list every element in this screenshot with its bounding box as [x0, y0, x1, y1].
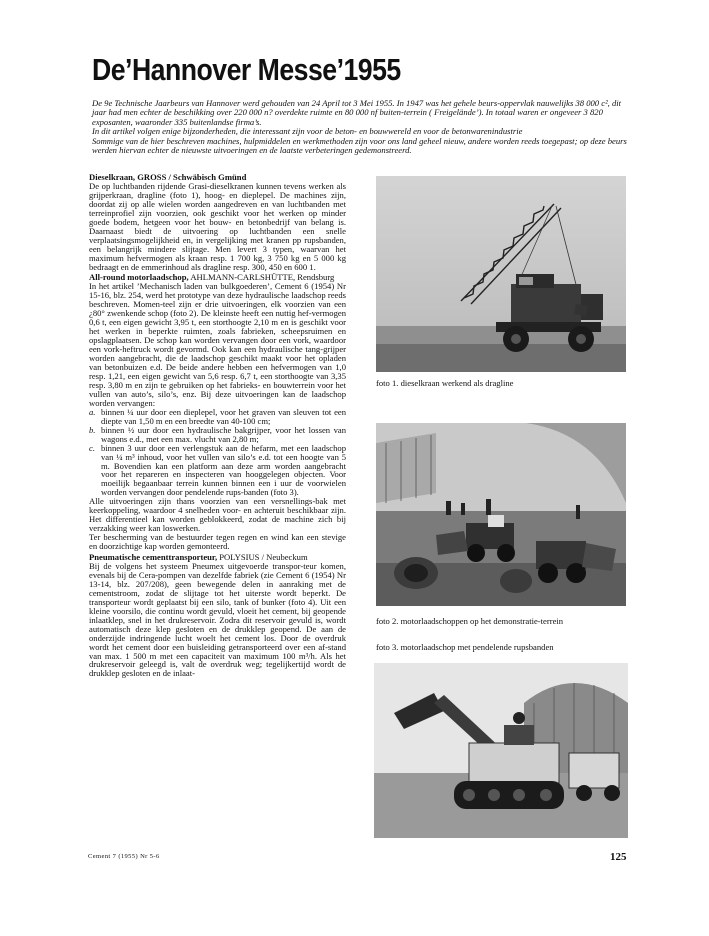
- intro-block: [92, 99, 628, 155]
- text-column: [89, 173, 346, 678]
- crane-illustration: [376, 176, 626, 372]
- paragraph-dieselkraan: De op luchtbanden rijdende Grasi-dieselkranen kunnen tevens werken als grijperkraan, dragline (foto 1), hoog- en dieplepel. De machines zijn, doordat zij op alle wielen worden aangedreven en van luchtbanden met terreinprofiel zijn voorzien, ook geschikt voor het werken op minder goede bodem, hetgeen voor het bouw- en betonbedrijf van belang is. Daarnaast biedt de uitvoering op luchtbanden een snelle verplaatsingsmogelijkheid en, in vergelijking met kranen pp rupsbanden, een belangrijk mindere slijtage. Men levert 3 typen, waarvan het maximum hefvermogen als kraan resp. 1 700 kg, 3 750 kg en 5 000 kg bedraagt en de emmerinhoud als dragline resp. 300, 450 en 600 1.: [89, 180, 346, 272]
- paragraph-motorlaadschop: In het artikel ’Mechanisch laden van bulkgoederen’, Cement 6 (1954) Nr 15-16, blz. 254, werd het prototype van deze hydraulische laadschop reeds beschreven. Momen-teel zijn er drie uitvoeringen, elk voorzien van een ¿80° zwenkende schop (foto 2). De kleinste heeft een nuttig hef-vermogen 0,6 t, een eigen gewicht 3,95 t, een storthoogte 2,10 m en is geschikt voor het werken in beperkte ruimten, zoals fabrieken, scheepsruimen en opslagplaatsen. De schop kan worden vervangen door een vork, waardoor een vork-heftruck wordt gevormd. Ook kan een hydraulische tang-grijper worden aangebracht, die de laadschop geschikt maakt voor het opladen van betonbuizen e.d. De beide andere hebben een hefvermogen van 1,0 resp. 1,21, een eigen gewicht van 5,6 resp. 6,7 t, een storthoogte van 3,35 resp. 3,80 m en zijn te gebruiken op het fabrieks- en bouwterrein voor het vullen van auto’s, silo’s, enz. Bij deze uitvoeringen kan de laadschop worden vervangen:: [89, 281, 346, 408]
- intro-paragraph: Sommige van de hier beschreven machines, hulpmiddelen en werkmethoden zijn voor ons land geheel nieuw, andere worden reeds toegepast; op deze beurs werden hiervan echter de nieuwste uitvoeringen en de laatste verbeteringen gedemonstreerd.: [92, 135, 627, 156]
- photo-dragline-crane: [376, 176, 626, 372]
- caption-foto1: foto 1. dieselkraan werkend als dragline: [376, 378, 514, 388]
- list-item: a. binnen ¼ uur door een dieplepel, voor het graven van sleuven tot een diepte van 1,50 m en een breedte van 40-100 cm;: [89, 406, 346, 426]
- photo-loaders-demonstration: [376, 423, 626, 606]
- intro-paragraph: De 9e Technische Jaarbeurs van Hannover werd gehouden van 24 April tot 3 Mei 1955. In 1947 was het gehele beurs-oppervlak nauwelijks 38 000 c², dit jaar had men echter de beschikking over 220 000 n? overdekte ruimte en 80 000 nf buiten-terrein ( Freigelände’). In totaal waren er ongeveer 3 820 exposanten, waaronder 335 buitenlandse firma’s.: [92, 98, 622, 127]
- section-heading-dieselkraan: Dieselkraan, GROSS / Schwäbisch Gmünd: [89, 172, 247, 182]
- replacement-list: [89, 408, 346, 498]
- loaders-illustration: [376, 423, 626, 606]
- section-heading-motorlaadschop: All-round motorlaadschop, AHLMANN-CARLSHÜTTE, Rendsburg: [89, 272, 335, 283]
- article-title: De’Hannover Messe’1955: [92, 52, 401, 87]
- section-heading-cementtransporteur: Pneumatische cementtransporteur, POLYSIUS / Neubeckum: [89, 552, 308, 563]
- paragraph-kap: Ter bescherming van de bestuurder tegen regen en wind kan een stevige en doorzichtige kap worden gemonteerd.: [89, 532, 346, 552]
- caption-foto2: foto 2. motorlaadschoppen op het demonstratie-terrein: [376, 616, 564, 626]
- footer-journal-reference: Cement 7 (1955) Nr 5-6: [88, 853, 160, 860]
- intro-paragraph: In dit artikel volgen enige bijzonderheden, die interessant zijn voor de beton- en bouwwereld en voor de betonwarenindustrie: [92, 126, 523, 137]
- list-item: c. binnen 3 uur door een verlengstuk aan de hefarm, met een laadschop van ¼ m³ inhoud, voor het vullen van silo’s e.d. tot een hoogte van 5 m. Bovendien kan een platform aan deze arm worden aangebracht voor het repareren en inspecteren van hooggelegen objecten. Voor moeilijk begaanbaar terrein kunnen binnen een i uur de voorwielen worden vervangen door pendelende rups-banden (foto 3).: [89, 442, 346, 498]
- paragraph-cementtransporteur: Bij de volgens het systeem Pneumex uitgevoerde transpor-teur komen, evenals bij de Cera-pompen van dezelfde fabriek (zie Cement 6 (1954) Nr 13-14, blz. 207/208), geen bewegende delen in aanraking met de cementstroom, zodat de slijtage tot het uiterste wordt beperkt. De transporteur wordt geplaatst bij een silo, tank of bunker (foto 4). Uit een kleine voorsilo, die continu wordt gevuld, vloeit het cement, bij geopende inlaatklep, snel in het drukreservoir. Zodra dit reservoir gevuld is, wordt automatisch deze klep gesloten en de drukklep geopend. De aan de onderzijde indringende lucht woelt het cement los. Door de overdruk wordt het cement door een buisleiding getransporteerd over een af-stand van max. 1 500 m met een capaciteit van maximum 100 m³/h. Als het drukreservoir geleegd is, valt de overdruk weg; tegelijkertijd wordt de drukklep gesloten en de inlaat-: [89, 560, 346, 679]
- caption-foto3: foto 3. motorlaadschop met pendelende rupsbanden: [376, 642, 554, 652]
- paragraph-versnellingsbak: Alle uitvoeringen zijn thans voorzien van een versnellings-bak met keerkoppeling, waardoor 4 snelheden voor- en achteruit beschikbaar zijn. Het differentieel kan worden geblokkeerd, zodat de machine zich bij verzakking weer kan loswerken.: [89, 496, 346, 534]
- tracked-loader-illustration: [374, 663, 628, 838]
- page-number: 125: [610, 851, 627, 863]
- list-item: b. binnen ½ uur door een hydraulische bakgrijper, voor het lossen van wagons e.d., met een max. vlucht van 2,80 m;: [89, 424, 346, 444]
- photo-loader-tracks: [374, 663, 628, 838]
